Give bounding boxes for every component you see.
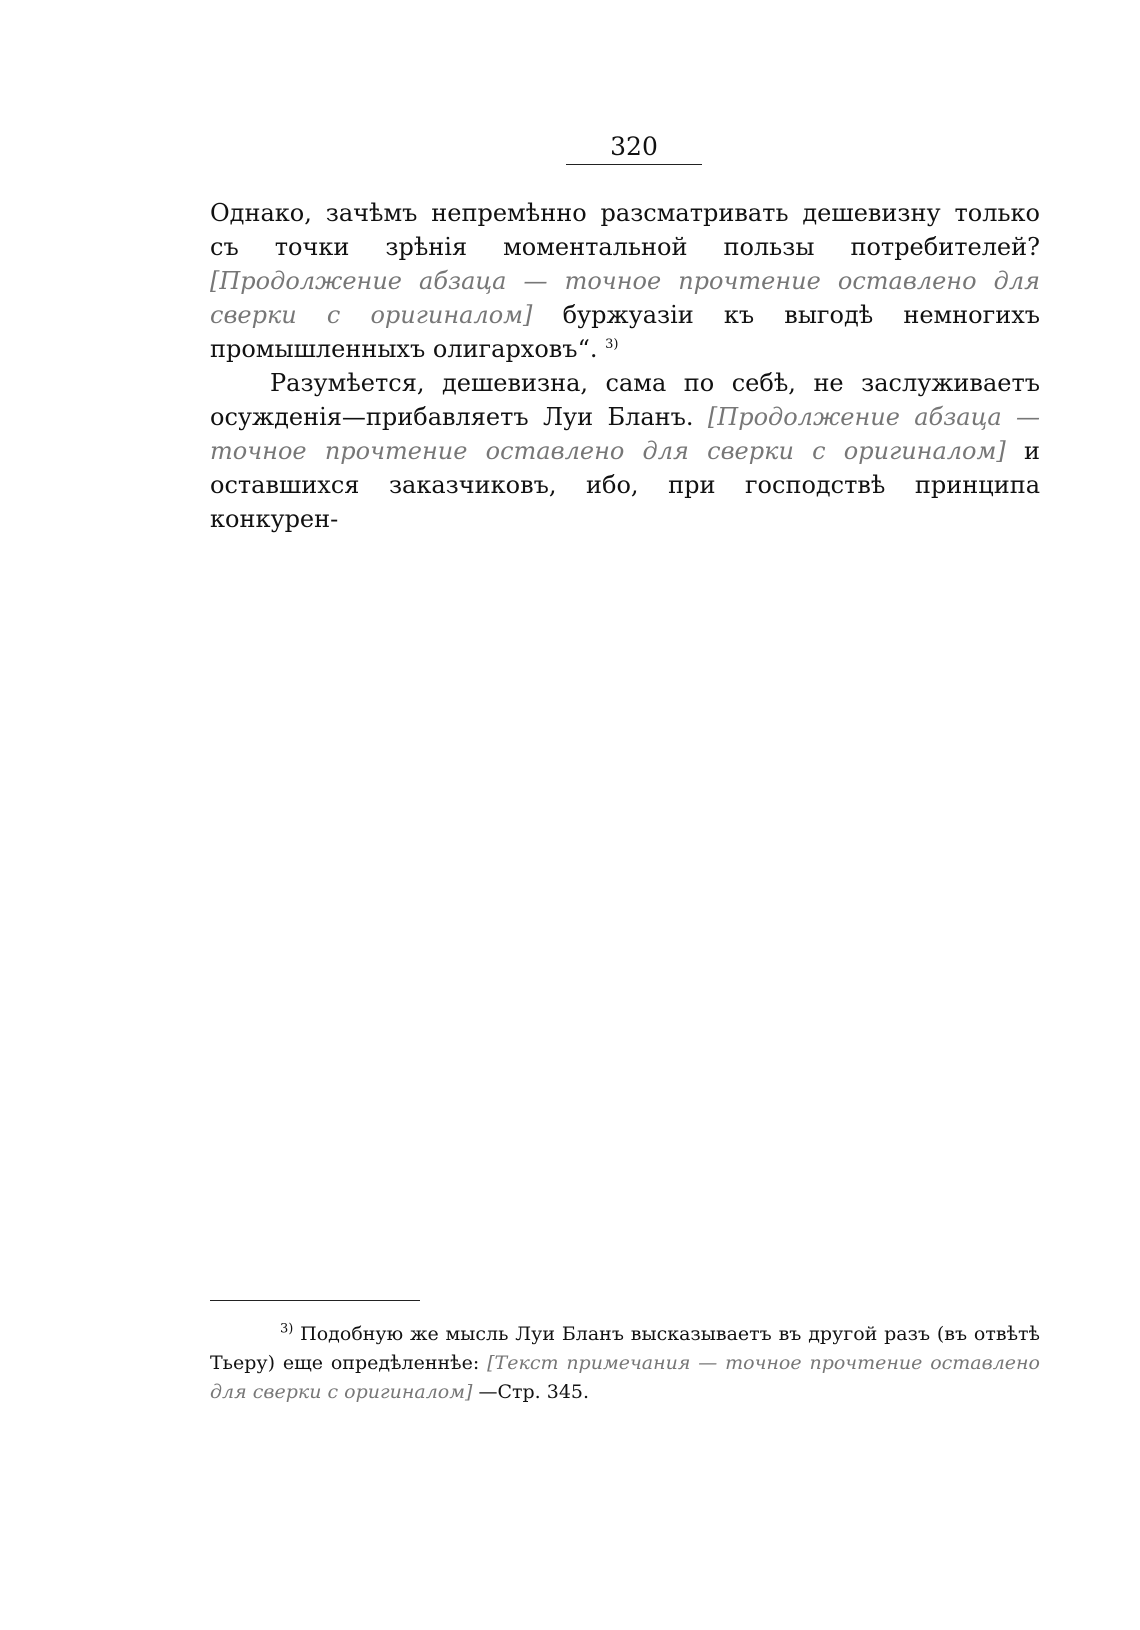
page-number: 320 — [610, 132, 658, 161]
footnote-closing: —Стр. 345. — [478, 1381, 590, 1403]
paragraph-1-middle: [Продолжение абзаца — точное прочтение оставлено для сверки с оригиналом] — [210, 267, 1040, 329]
paragraph-1 — [210, 196, 1040, 366]
paragraph-2 — [210, 366, 1040, 536]
paragraph-2-closing: и оставшихся заказчиковъ, ибо, при господствѣ принципа конкурен- — [210, 437, 1040, 533]
header-rule — [566, 164, 702, 165]
paragraph-2-opening: Разумѣется, дешевизна, сама по себѣ, не заслуживаетъ осужденія—прибавляетъ Луи Бланъ. — [210, 369, 1040, 431]
footnote-middle: [Текст примечания — точное прочтение оставлено для сверки с оригиналом] — [210, 1352, 1040, 1403]
footnote-opening: Подобную же мысль Луи Бланъ высказываетъ въ другой разъ (въ отвѣтѣ Тьеру) еще опредѣленнѣе: — [210, 1323, 1040, 1374]
footnote-mark: 3) — [280, 1321, 294, 1337]
body-text — [210, 196, 1040, 536]
paragraph-2-middle: [Продолжение абзаца — точное прочтение оставлено для сверки с оригиналом] — [210, 403, 1040, 465]
footnote-rule — [210, 1300, 420, 1301]
footnote — [210, 1320, 1040, 1407]
paragraph-1-opening: Однако, зачѣмъ непремѣнно разсматривать дешевизну только съ точки зрѣнія моментальной пользы потребителей? — [210, 199, 1040, 261]
footnote-reference: 3) — [605, 337, 619, 352]
paragraph-1-closing: буржуазіи къ выгодѣ немногихъ промышленныхъ олигарховъ“. — [210, 301, 1041, 363]
